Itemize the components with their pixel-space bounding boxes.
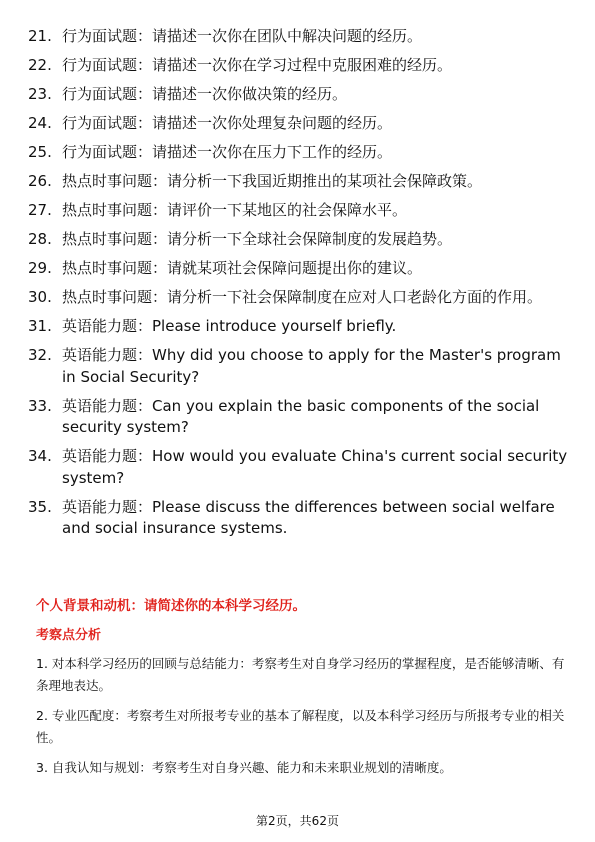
- question-text: 热点时事问题：请分析一下社会保障制度在应对人口老龄化方面的作用。: [62, 288, 543, 306]
- question-text: 行为面试题：请描述一次你处理复杂问题的经历。: [62, 114, 393, 132]
- question-number: 31.: [28, 317, 52, 335]
- question-number: 25.: [28, 143, 52, 161]
- question-number: 23.: [28, 85, 52, 103]
- analysis-point: 2. 专业匹配度：考察考生对所报考专业的基本了解程度，以及本科学习经历与所报考专业的相关性。: [36, 708, 565, 745]
- section-title: 个人背景和动机：请简述你的本科学习经历。: [36, 598, 306, 614]
- question-item: [28, 497, 568, 540]
- question-text: 英语能力题：Why did you choose to apply for the Master's program in Social Security?: [62, 346, 561, 386]
- question-number: 28.: [28, 230, 52, 248]
- question-text: 热点时事问题：请就某项社会保障问题提出你的建议。: [62, 259, 423, 277]
- question-number: 27.: [28, 201, 52, 219]
- question-text: 热点时事问题：请分析一下我国近期推出的某项社会保障政策。: [62, 172, 483, 190]
- analysis-point: 3. 自我认知与规划：考察考生对自身兴趣、能力和未来职业规划的清晰度。: [36, 760, 452, 775]
- question-item: [28, 229, 568, 251]
- question-number: 32.: [28, 346, 52, 364]
- question-item: [28, 345, 568, 388]
- question-number: 24.: [28, 114, 52, 132]
- question-item: [28, 142, 568, 164]
- section-subtitle: 考察点分析: [36, 628, 102, 643]
- question-text: 英语能力题：Please discuss the differences between social welfare and social insurance systems.: [62, 497, 555, 537]
- question-list: [28, 26, 568, 547]
- question-item: [28, 113, 568, 135]
- question-text: 行为面试题：请描述一次你做决策的经历。: [62, 85, 348, 103]
- question-item: [28, 200, 568, 222]
- question-item: [28, 258, 568, 280]
- question-number: 34.: [28, 447, 52, 465]
- question-number: 21.: [28, 27, 52, 45]
- question-number: 35.: [28, 497, 52, 516]
- analysis-point: 1. 对本科学习经历的回顾与总结能力：考察考生对自身学习经历的掌握程度，是否能够清晰、有条理地表达。: [36, 656, 565, 693]
- question-number: 26.: [28, 172, 52, 190]
- question-text: 热点时事问题：请分析一下全球社会保障制度的发展趋势。: [62, 230, 453, 248]
- question-number: 29.: [28, 259, 52, 277]
- question-item: [28, 396, 568, 439]
- question-item: [28, 171, 568, 193]
- question-text: 英语能力题：Please introduce yourself briefly.: [62, 317, 397, 335]
- question-item: [28, 26, 568, 48]
- analysis-section: [36, 597, 566, 787]
- question-text: 行为面试题：请描述一次你在团队中解决问题的经历。: [62, 27, 423, 45]
- question-number: 30.: [28, 288, 52, 306]
- question-number: 22.: [28, 56, 52, 74]
- question-text: 热点时事问题：请评价一下某地区的社会保障水平。: [62, 201, 408, 219]
- question-item: [28, 55, 568, 77]
- question-text: 行为面试题：请描述一次你在学习过程中克服困难的经历。: [62, 56, 453, 74]
- question-text: 英语能力题：How would you evaluate China's current social security system?: [62, 447, 568, 487]
- question-item: [28, 446, 568, 489]
- question-number: 33.: [28, 396, 52, 415]
- question-text: 行为面试题：请描述一次你在压力下工作的经历。: [62, 143, 393, 161]
- page-footer: 第2页，共62页: [256, 814, 339, 828]
- question-item: [28, 287, 568, 309]
- question-item: [28, 84, 568, 106]
- question-text: 英语能力题：Can you explain the basic components of the social security system?: [62, 396, 540, 436]
- question-item: [28, 316, 568, 338]
